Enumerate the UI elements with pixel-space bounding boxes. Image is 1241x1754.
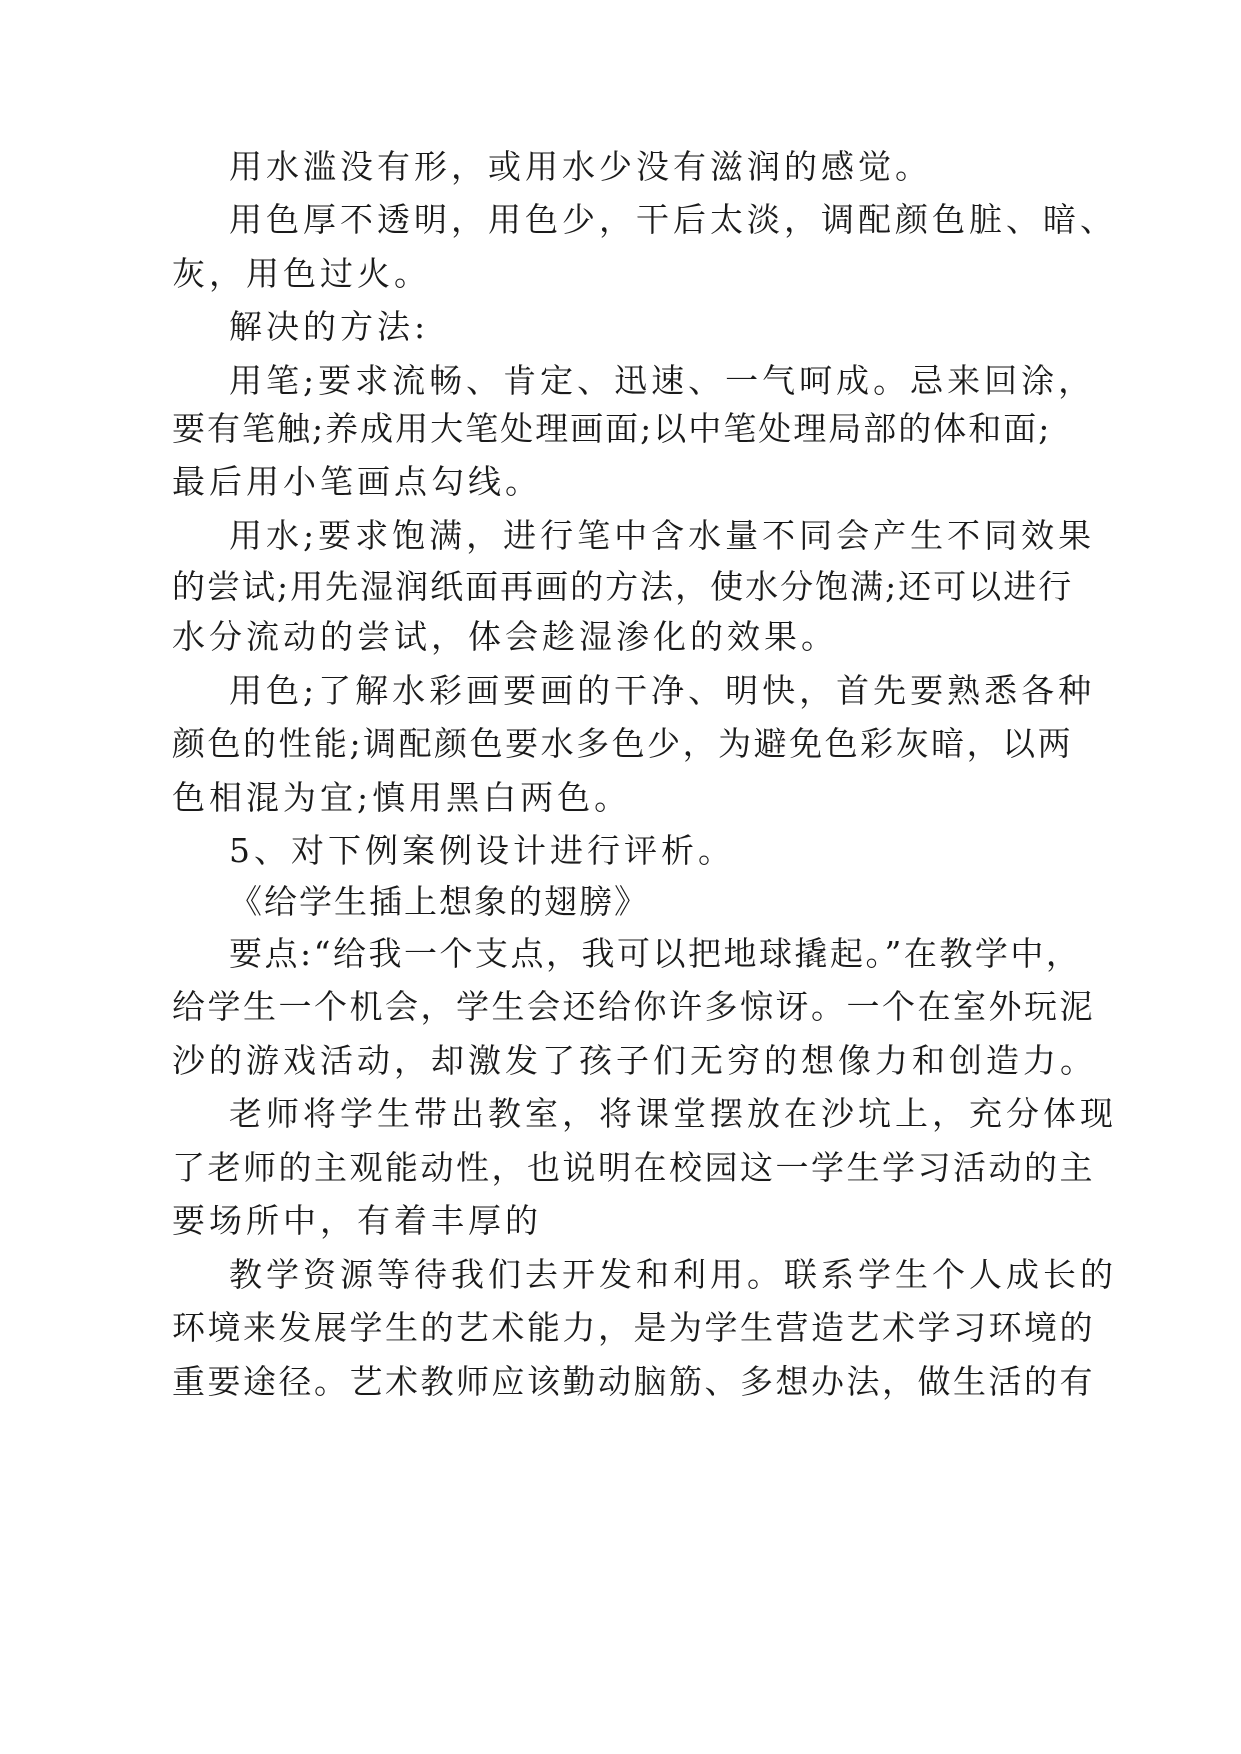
text-line-1: 用水滥没有形，或用水少没有滋润的感觉。 [229, 147, 932, 186]
text-line-17: 给学生一个机会，学生会还给你许多惊讶。一个在室外玩泥 [172, 987, 1095, 1026]
text-line-5: 用笔;要求流畅、肯定、迅速、一气呵成。忌来回涂， [229, 361, 1096, 400]
text-line-16: 要点:“给我一个支点，我可以把地球撬起。”在教学中， [229, 934, 1082, 973]
text-line-14: 5、对下例案例设计进行评析。 [229, 831, 735, 870]
text-line-23: 环境来发展学生的艺术能力，是为学生营造艺术学习环境的 [172, 1308, 1095, 1347]
text-line-9: 的尝试;用先湿润纸面再画的方法，使水分饱满;还可以进行 [172, 567, 1074, 606]
text-line-2: 用色厚不透明，用色少，干后太淡，调配颜色脏、暗、 [229, 200, 1117, 239]
text-line-10: 水分流动的尝试，体会趁湿渗化的效果。 [172, 617, 838, 656]
text-line-22: 教学资源等待我们去开发和利用。联系学生个人成长的 [229, 1255, 1117, 1294]
text-line-3: 灰，用色过火。 [172, 254, 431, 293]
text-line-8: 用水;要求饱满，进行笔中含水量不同会产生不同效果 [229, 516, 1096, 555]
text-line-12: 颜色的性能;调配颜色要水多色少，为避免色彩灰暗，以两 [172, 724, 1074, 763]
text-line-11: 用色;了解水彩画要画的干净、明快，首先要熟悉各种 [229, 671, 1096, 710]
text-line-7: 最后用小笔画点勾线。 [172, 462, 542, 501]
text-line-6: 要有笔触;养成用大笔处理画面;以中笔处理局部的体和面; [172, 409, 1052, 448]
text-line-15: 《给学生插上想象的翅膀》 [229, 882, 649, 921]
text-line-21: 要场所中，有着丰厚的 [172, 1201, 542, 1240]
text-line-4: 解决的方法: [229, 307, 430, 346]
text-line-24: 重要途径。艺术教师应该勤动脑筋、多想办法，做生活的有 [172, 1362, 1095, 1401]
text-line-18: 沙的游戏活动，却激发了孩子们无穷的想像力和创造力。 [172, 1041, 1097, 1080]
text-line-19: 老师将学生带出教室，将课堂摆放在沙坑上，充分体现 [229, 1094, 1117, 1133]
text-line-13: 色相混为宜;慎用黑白两色。 [172, 778, 632, 817]
text-line-20: 了老师的主观能动性，也说明在校园这一学生学习活动的主 [172, 1148, 1095, 1187]
